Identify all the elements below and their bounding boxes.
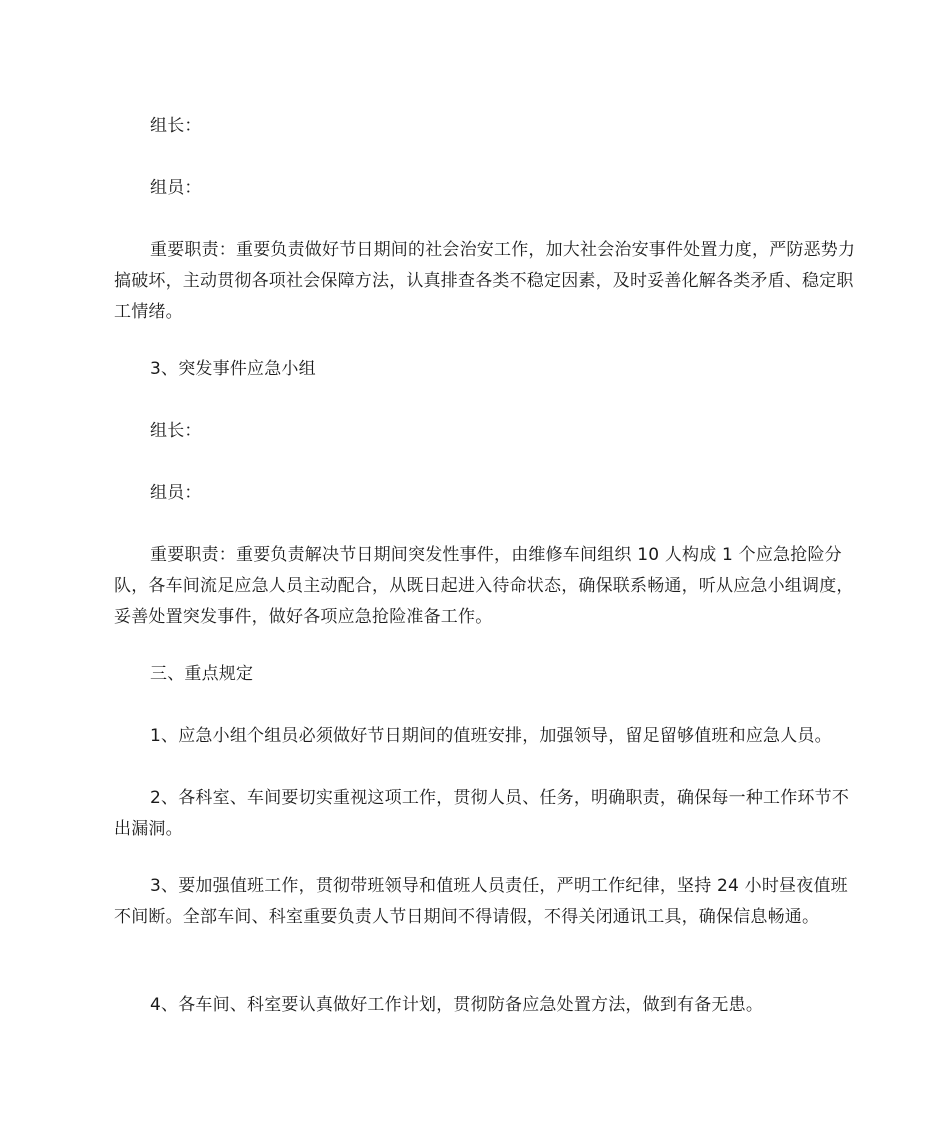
rule-item: 1、应急小组个组员必须做好节日期间的值班安排，加强领导，留足留够值班和应急人员。 <box>150 726 832 746</box>
paragraph-group-members: 组员： <box>150 483 202 503</box>
paragraph-group-members: 组员： <box>150 178 202 198</box>
paragraph-group-leader: 组长： <box>150 421 202 441</box>
paragraph-security-duties: 重要职责：重要负责做好节日期间的社会治安工作，加大社会治安事件处置力度，严防恶势力搞破坏，主动贯彻各项社会保障方法，认真排查各类不稳定因素，及时妥善化解各类矛盾、稳定职工情绪。 <box>114 240 856 322</box>
section-heading-emergency-group: 3、突发事件应急小组 <box>150 359 316 379</box>
rule-item: 3、要加强值班工作，贯彻带班领导和值班人员责任，严明工作纪律，坚持 24 小时昼夜值班不间断。全部车间、科室重要负责人节日期间不得请假，不得关闭通讯工具，确保信息畅通。 <box>114 876 848 927</box>
paragraph-group-leader: 组长： <box>150 116 202 136</box>
rule-item: 2、各科室、车间要切实重视这项工作，贯彻人员、任务，明确职责，确保每一种工作环节不出漏洞。 <box>114 788 850 839</box>
section-heading-key-rules: 三、重点规定 <box>150 664 254 684</box>
rule-item: 4、各车间、科室要认真做好工作计划，贯彻防备应急处置方法，做到有备无患。 <box>150 995 764 1015</box>
paragraph-emergency-duties: 重要职责：重要负责解决节日期间突发性事件，由维修车间组织 10 人构成 1 个应急抢险分队，各车间流足应急人员主动配合，从既日起进入待命状态，确保联系畅通，听从应急小组调度，妥善处置突发事件，做好各项应急抢险准备工作。 <box>114 545 854 627</box>
